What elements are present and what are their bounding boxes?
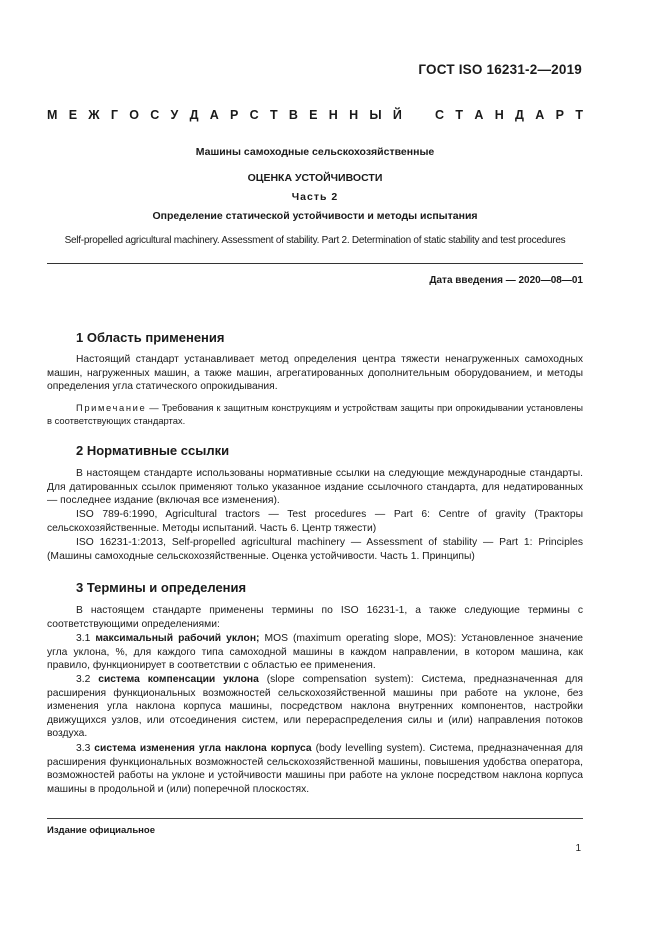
banner-letter: Е — [68, 108, 78, 122]
term-3-3-name: система изменения угла наклона корпуса — [94, 743, 312, 754]
banner-letter: О — [129, 108, 139, 122]
banner-letter: Р — [230, 108, 239, 122]
term-3-3-number: 3.3 — [76, 743, 95, 754]
part-title: Часть 2 — [291, 191, 339, 203]
banner-letter: Й — [392, 108, 402, 122]
section-2-reference-iso16231: ISO 16231-1:2013, Self-propelled agricultural machinery — Assessment of stability — Part 1: Principles (Машины самоходные сельскохозяйственные. Оценка устойчивости. Часть 1. Принципы) — [47, 537, 583, 562]
banner-letter: Н — [349, 108, 359, 122]
banner-letter: Т — [575, 108, 583, 122]
title-divider — [47, 263, 583, 264]
section-2-reference-iso789: ISO 789-6:1990, Agricultural tractors — Test procedures — Part 6: Centre of gravity (Тракторы сельскохозяйственные. Методы испытаний. Часть 6. Центр тяжести) — [47, 509, 583, 534]
banner-letter: Е — [309, 108, 318, 122]
banner-letter: Д — [515, 108, 524, 122]
term-3-2 — [47, 673, 583, 741]
banner-letter: Т — [269, 108, 278, 122]
banner-letter: В — [288, 108, 298, 122]
term-3-3-definition: (body levelling system). Система, предназначенная для расширения функциональных возможностей сельскохозяйственной машины, повышения удобства оператора, возможностей работы на уклоне и устойчивости машины при работе на уклоне посредством наклона корпуса машины в продольной и (или) поперечной плоскостях. — [47, 743, 583, 795]
banner-letter: Ы — [369, 108, 382, 122]
page-number: 1 — [575, 843, 581, 854]
section-1-paragraph: Настоящий стандарт устанавливает метод определения центра тяжести ненагруженных самоходных машин, нагруженных машин, а также машин, агрегатированных дополнительным оборудованием, и методы определения угла статического опрокидывания. — [47, 354, 583, 393]
banner-letter: Н — [494, 108, 504, 122]
banner-letter: С — [249, 108, 259, 122]
banner-letter: С — [435, 108, 445, 122]
banner-letter: Ж — [88, 108, 100, 122]
banner-letter: С — [150, 108, 160, 122]
footer-divider — [47, 818, 583, 819]
introduction-date: Дата введения — 2020—08—01 — [429, 275, 583, 286]
main-title: ОЦЕНКА УСТОЙЧИВОСТИ — [247, 172, 383, 184]
banner-letter: М — [47, 108, 58, 122]
note-label: Примечание — [76, 402, 147, 413]
banner-letter: А — [535, 108, 545, 122]
term-3-1 — [47, 632, 583, 673]
term-3-1-number: 3.1 — [76, 633, 96, 644]
note-text: — Требования к защитным конструкциям и устройствам защиты при опрокидывании установлены в соответствующих стандартах. — [47, 402, 583, 426]
term-3-3 — [47, 742, 583, 796]
banner-letter: Г — [110, 108, 118, 122]
banner-letter: Н — [328, 108, 338, 122]
banner-letter: У — [170, 108, 179, 122]
section-3-paragraph: В настоящем стандарте применены термины по ISO 16231-1, а также следующие термины с соответствующими определениями: — [47, 605, 583, 630]
section-3-heading: 3 Термины и определения — [76, 580, 247, 595]
banner-interstate — [47, 108, 402, 122]
official-edition-label: Издание официальное — [47, 825, 155, 836]
term-3-2-number: 3.2 — [76, 674, 99, 685]
term-3-2-definition: (slope compensation system): Система, предназначенная для расширения функциональных возможностей сельскохозяйственной машины при работе на уклоне, без изменения угла наклона корпуса машины, посредством наклона внутренних компонентов, настройки движущихся узлов, или отсоединения систем, или перераспределения силы и (или) направления потоков воздуха. — [47, 674, 583, 740]
standard-banner — [47, 108, 583, 122]
document-code: ГОСТ ISO 16231-2—2019 — [418, 62, 582, 77]
subtitle: Машины самоходные сельскохозяйственные — [195, 146, 435, 158]
section-1-heading: 1 Область применения — [76, 330, 225, 345]
section-2-paragraph-1: В настоящем стандарте использованы нормативные ссылки на следующие международные стандарты. Для датированных ссылок применяют только указанное издание ссылочного стандарта, для недатированных — последнее издание (включая все изменения). — [47, 468, 583, 507]
english-title: Self-propelled agricultural machinery. Assessment of stability. Part 2. Determination of static stability and test procedures — [64, 235, 566, 246]
banner-letter: Р — [555, 108, 564, 122]
banner-letter: Д — [189, 108, 199, 122]
definition-title: Определение статической устойчивости и методы испытания — [152, 210, 478, 222]
section-2-heading: 2 Нормативные ссылки — [76, 443, 230, 458]
banner-letter: А — [474, 108, 484, 122]
term-3-1-name: максимальный рабочий уклон; — [95, 633, 260, 644]
section-1-note — [47, 402, 583, 428]
banner-standard — [435, 108, 583, 122]
term-3-1-definition: MOS (maximum operating slope, MOS): Установленное значение угла уклона, %, для каждого типа самоходной машины в каждом направлении, в котором машина, как правило, функционирует в соответствии с областью ее применения. — [47, 633, 584, 672]
banner-letter: Т — [455, 108, 463, 122]
term-3-2-name: система компенсации уклона — [98, 674, 259, 685]
banner-letter: А — [209, 108, 219, 122]
